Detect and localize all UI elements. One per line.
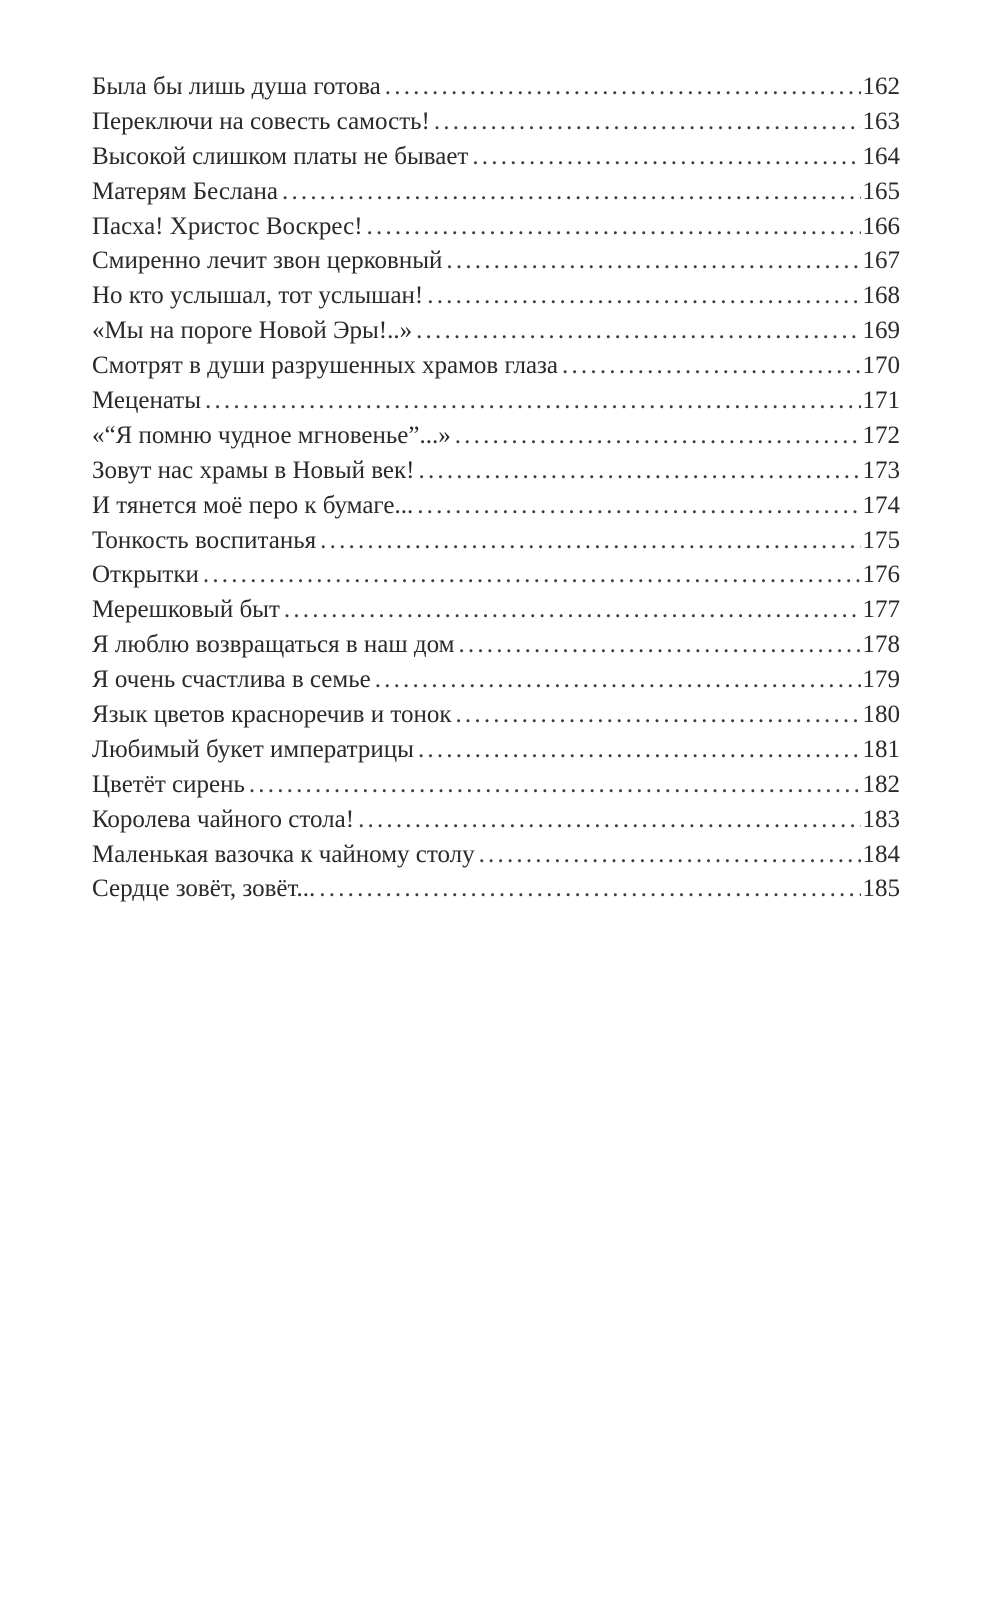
table-of-contents	[92, 70, 900, 907]
toc-entry-page: 177	[862, 596, 900, 624]
toc-entry-title: Язык цветов красноречив и тонок	[92, 701, 452, 729]
toc-entry	[92, 628, 900, 663]
toc-entry-title: Была бы лишь душа готова	[92, 73, 381, 100]
toc-entry-page: 176	[862, 561, 900, 589]
toc-entry	[92, 768, 900, 803]
toc-leader-dots	[205, 384, 860, 419]
toc-entry	[92, 698, 900, 733]
toc-entry	[92, 279, 900, 314]
toc-entry	[92, 454, 900, 489]
toc-leader-dots	[249, 768, 861, 803]
toc-entry-page: 179	[862, 666, 900, 694]
toc-entry-title: Меценаты	[92, 387, 202, 415]
toc-leader-dots	[455, 419, 861, 454]
toc-entry-title: Цветёт сирень	[92, 770, 245, 798]
toc-entry-page: 175	[862, 526, 900, 554]
toc-leader-dots	[320, 524, 860, 559]
toc-entry-page: 180	[862, 701, 900, 729]
toc-entry-page: 171	[862, 387, 900, 415]
toc-entry	[92, 558, 900, 593]
toc-entry	[92, 314, 900, 349]
toc-entry-title: Матерям Беслана	[92, 177, 278, 205]
toc-leader-dots	[367, 210, 861, 245]
toc-entry-title: «Мы на пороге Новой Эры!..»	[92, 317, 413, 345]
toc-leader-dots	[458, 628, 860, 663]
toc-entry-page: 178	[862, 631, 900, 659]
toc-entry-page: 166	[862, 212, 900, 240]
toc-entry-page: 173	[862, 456, 900, 484]
toc-entry-title: «“Я помню чудное мгновенье”...»	[92, 421, 451, 449]
toc-entry	[92, 524, 900, 559]
toc-entry	[92, 70, 900, 105]
toc-leader-dots	[282, 175, 861, 210]
toc-entry-title: Смотрят в души разрушенных храмов глаза	[92, 352, 559, 380]
toc-entry	[92, 733, 900, 768]
toc-leader-dots	[284, 593, 861, 628]
toc-entry-page: 174	[862, 491, 900, 519]
toc-leader-dots	[419, 454, 861, 489]
toc-entry-title: И тянется моё перо к бумаге...	[92, 491, 414, 519]
toc-leader-dots	[446, 244, 860, 279]
toc-entry	[92, 175, 900, 210]
toc-leader-dots	[417, 489, 860, 524]
toc-entry-title: Смиренно лечит звон церковный	[92, 247, 443, 275]
toc-entry-page: 182	[862, 770, 900, 798]
toc-entry-page: 183	[862, 805, 900, 833]
toc-entry-page: 167	[862, 247, 900, 275]
toc-entry-title: Королева чайного стола!	[92, 805, 355, 833]
toc-entry-title: Переключи на совесть самость!	[92, 107, 430, 135]
toc-entry	[92, 593, 900, 628]
toc-leader-dots	[434, 105, 861, 140]
toc-entry-page: 184	[862, 840, 900, 868]
toc-leader-dots	[479, 838, 861, 873]
toc-entry-title: Я очень счастлива в семье	[92, 666, 371, 694]
toc-leader-dots	[418, 733, 861, 768]
toc-entry	[92, 140, 900, 175]
toc-entry-page: 165	[862, 177, 900, 205]
toc-entry-page: 185	[862, 875, 900, 903]
toc-leader-dots	[203, 558, 861, 593]
toc-entry	[92, 210, 900, 245]
toc-entry	[92, 803, 900, 838]
toc-entry-title: Открытки	[92, 561, 199, 589]
toc-entry	[92, 244, 900, 279]
toc-entry-title: Пасха! Христос Воскрес!	[92, 212, 363, 240]
toc-entry-title: Мерешковый быт	[92, 596, 280, 624]
toc-entry-page: 169	[862, 317, 900, 345]
toc-entry	[92, 105, 900, 140]
toc-entry-title: Зовут нас храмы в Новый век!	[92, 456, 415, 484]
toc-leader-dots	[385, 70, 861, 105]
toc-entry-page: 172	[862, 421, 900, 449]
toc-entry-title: Сердце зовёт, зовёт...	[92, 875, 316, 903]
toc-entry-title: Маленькая вазочка к чайному столу	[92, 840, 475, 868]
toc-entry-page: 170	[862, 352, 900, 380]
toc-entry	[92, 384, 900, 419]
toc-entry	[92, 663, 900, 698]
toc-entry-title: Но кто услышал, тот услышан!	[92, 282, 424, 310]
toc-entry	[92, 872, 900, 907]
toc-entry-title: Я люблю возвращаться в наш дом	[92, 631, 455, 659]
toc-entry	[92, 349, 900, 384]
toc-entry-page: 168	[862, 282, 900, 310]
toc-entry-page: 181	[862, 735, 900, 763]
toc-leader-dots	[427, 279, 860, 314]
toc-entry-page: 162	[862, 73, 900, 100]
toc-entry-title: Высокой слишком платы не бывает	[92, 142, 469, 170]
toc-leader-dots	[319, 872, 860, 907]
toc-entry	[92, 419, 900, 454]
toc-leader-dots	[472, 140, 860, 175]
toc-entry-title: Тонкость воспитанья	[92, 526, 317, 554]
toc-entry	[92, 489, 900, 524]
toc-leader-dots	[562, 349, 860, 384]
toc-entry-page: 163	[862, 107, 900, 135]
toc-entry-page: 164	[862, 142, 900, 170]
toc-entry-title: Любимый букет императрицы	[92, 735, 414, 763]
toc-entry	[92, 838, 900, 873]
toc-leader-dots	[455, 698, 860, 733]
toc-leader-dots	[375, 663, 861, 698]
toc-leader-dots	[416, 314, 860, 349]
toc-leader-dots	[358, 803, 860, 838]
